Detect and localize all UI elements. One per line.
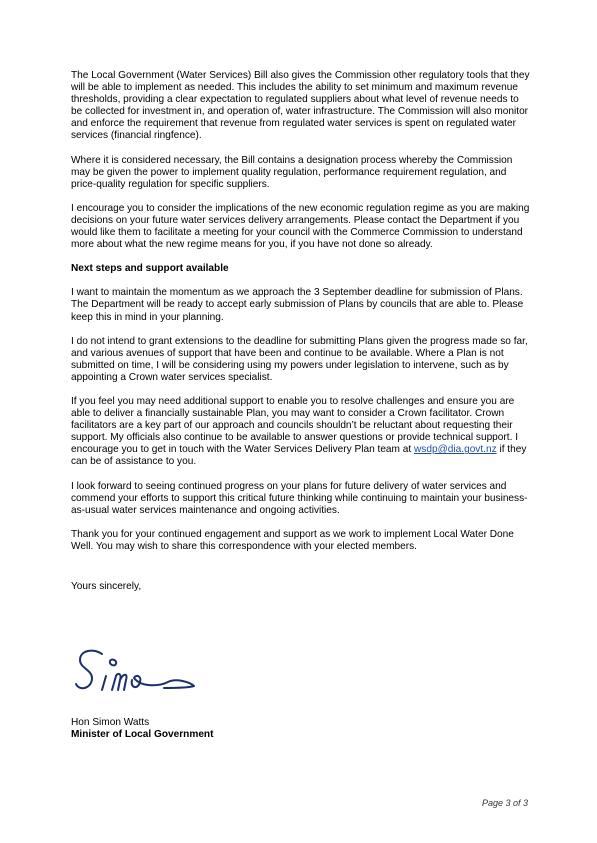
- paragraph-look-forward: I look forward to seeing continued progress on your plans for future delivery of water services and commend your efforts to support this critical future thinking while continuing to maintain your business-as-usual water services maintenance and ongoing activities.: [71, 480, 528, 516]
- support-text-after-link: if they can be of assistance to you.: [71, 444, 527, 468]
- paragraph-no-extensions: I do not intend to grant extensions to the deadline for submitting Plans given the progress made so far, and various avenues of support that have been and continue to be available. Where a Plan is not submitted on time, I will be considering using my powers under legislation to intervene, such as by appointing a Crown water services specialist.: [71, 335, 528, 383]
- section-heading-next-steps: Next steps and support available: [71, 263, 229, 275]
- letter-body: [71, 70, 531, 593]
- paragraph-thank-you: Thank you for your continued engagement and support as we work to implement Local Water Done Well. You may wish to share this correspondence with your elected members.: [71, 528, 514, 552]
- handwritten-signature: [72, 646, 200, 702]
- paragraph-momentum: I want to maintain the momentum as we approach the 3 September deadline for submission of Plans. The Department will be ready to accept early submission of Plans by councils that are able to. Please keep this in mind in your planning.: [71, 287, 524, 323]
- paragraph-additional-support: [71, 396, 531, 469]
- paragraph-regulatory-tools: The Local Government (Water Services) Bill also gives the Commission other regulatory tools that they will be able to implement as needed. This includes the ability to set minimum and maximum revenue thresholds, providing a clear expectation to regulated suppliers about what level of revenue needs to be collected for investment in, and operation of, water infrastructure. The Commission will also monitor and enforce the requirement that revenue from regulated water services is spent on regulated water services (financial ringfence).: [71, 70, 530, 142]
- signer-block: [71, 717, 213, 741]
- paragraph-encourage-consider: I encourage you to consider the implications of the new economic regulation regime as you are making decisions on your future water services delivery arrangements. Please contact the Department if you would like them to facilitate a meeting for your council with the Commerce Commission to understand more about what the new regime means for you, if you have not done so already.: [71, 202, 530, 251]
- sign-off: Yours sincerely,: [71, 581, 142, 592]
- page-number: Page 3 of 3: [482, 798, 529, 808]
- paragraph-designation-process: Where it is considered necessary, the Bill contains a designation process whereby the Commission may be given the power to implement quality regulation, performance requirement regulation, and price-quality regulation for specific suppliers.: [71, 154, 513, 190]
- support-text-before-link: If you feel you may need additional support to enable you to resolve challenges and ensure you are able to deliver a financially sustainable Plan, you may want to consider a Crown facilitator. Crown facilitators are a key part of our approach and councils shouldn’t be reluctant about requesting their support. My officials also continue to be available to answer questions or provide technical support. I encourage you to get in touch with the Water Services Delivery Plan team at: [71, 395, 518, 456]
- support-email-link[interactable]: wsdp@dia.govt.nz: [414, 444, 497, 456]
- signer-title: Minister of Local Government: [71, 729, 214, 741]
- signer-name: Hon Simon Watts: [71, 717, 150, 728]
